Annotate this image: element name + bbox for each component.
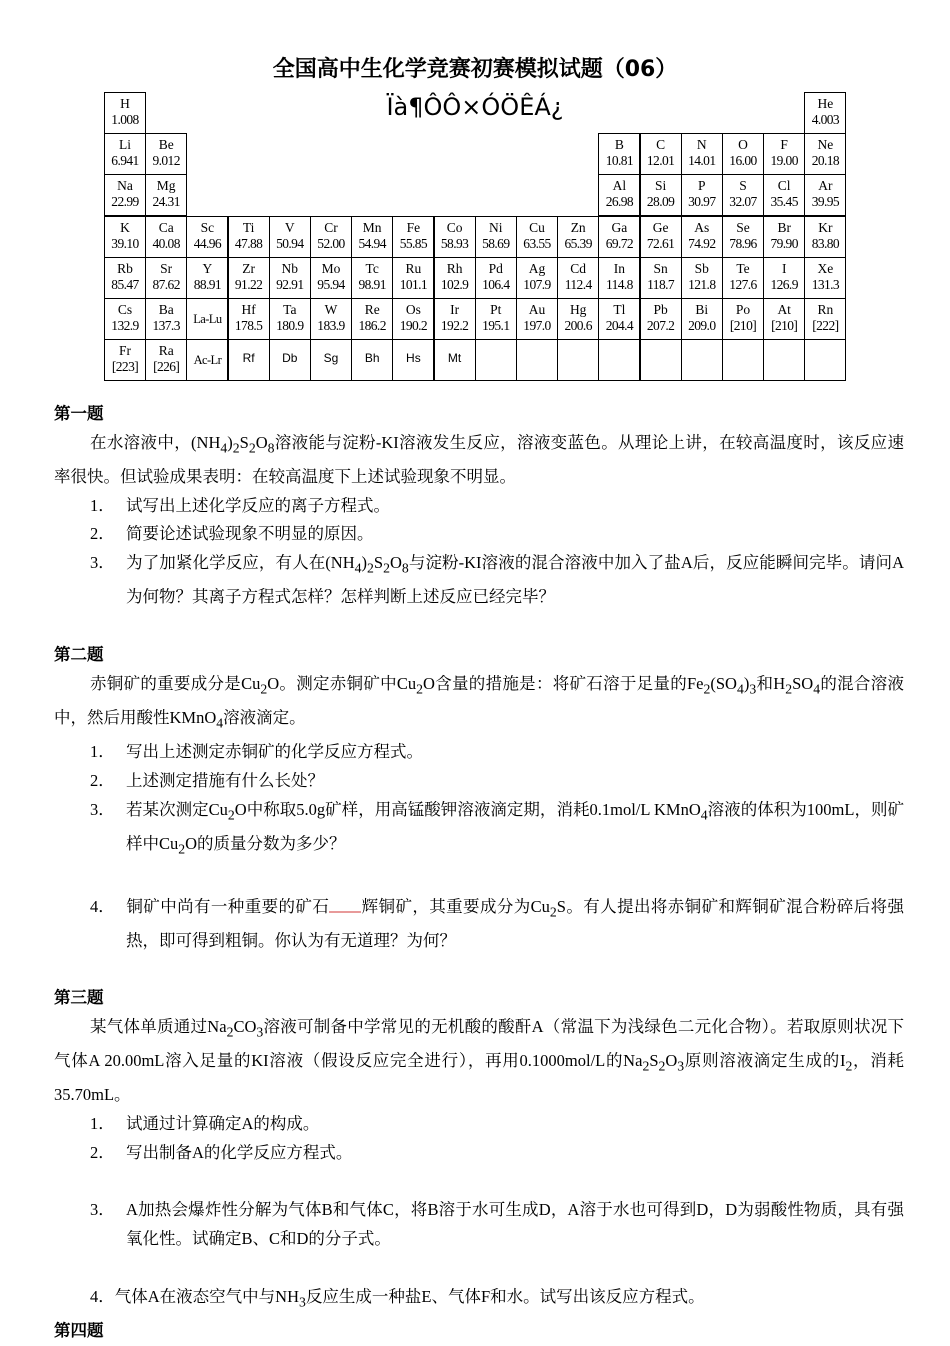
element-cell-rn	[804, 298, 846, 340]
element-cell-cd	[557, 257, 599, 299]
element-cell-pb	[640, 298, 682, 340]
element-cell-rh	[434, 257, 476, 299]
element-mass: 74.92	[688, 235, 716, 251]
question-1-item: 3． 为了加紧化学反应，有人在$(NH_4)_2S_2O_8$与淀粉-KI溶液的混合溶液中加入了盐A后，反应能瞬间完毕。请问A为何物？其离子方程式怎样？怎样判断上述反应已经完毕？	[90, 553, 904, 607]
element-cell-co	[434, 216, 476, 258]
element-mass: 54.94	[358, 235, 386, 251]
element-mass: 58.93	[440, 235, 469, 251]
element-mass: 178.5	[234, 318, 263, 333]
element-cell-sb	[681, 257, 723, 299]
element-symbol: Sr	[160, 260, 173, 276]
element-symbol	[558, 340, 598, 348]
element-symbol: Ag	[528, 260, 546, 276]
element-symbol: Rh	[446, 260, 463, 276]
element-mass: 63.55	[523, 235, 551, 251]
element-mass: [226]	[153, 359, 180, 375]
element-symbol: Pt	[490, 302, 502, 317]
element-mass: 197.0	[523, 318, 551, 333]
element-cell-n	[681, 133, 723, 175]
element-mass: 65.39	[564, 235, 592, 251]
empty-element-cell	[804, 339, 846, 381]
element-mass: 30.97	[688, 194, 716, 210]
element-cell-ac-lr	[186, 339, 228, 381]
element-symbol	[764, 340, 804, 348]
element-mass: 6.941	[111, 153, 139, 169]
element-mass: 50.94	[276, 235, 304, 251]
question-2-item: 4． 铜矿中尚有一种重要的矿石 辉铜矿，其重要成分为$Cu_2S$。有人提出将赤铜矿和辉铜矿混合粉碎后将强热，即可得到粗铜。你认为有无道理？为何？	[90, 896, 905, 950]
element-symbol: Rb	[117, 260, 133, 276]
element-symbol: Fr	[118, 343, 131, 359]
element-mass: 58.69	[482, 235, 510, 251]
element-cell-kr	[804, 216, 846, 258]
element-mass: 1.008	[111, 112, 139, 127]
element-symbol: Ga	[611, 219, 628, 235]
element-cell-cu	[516, 216, 558, 258]
element-mass: 12.01	[646, 153, 675, 169]
question-1-item: 2． 简要论述试验现象不明显的原因。	[90, 524, 374, 544]
element-mass: 47.88	[234, 235, 263, 251]
element-symbol: Tc	[365, 260, 379, 276]
element-symbol: Tl	[613, 302, 626, 317]
element-cell-v	[269, 216, 311, 258]
element-mass: 126.9	[770, 276, 798, 292]
element-symbol: Au	[528, 302, 546, 317]
element-cell-h	[104, 92, 146, 134]
element-mass: 39.10	[111, 235, 139, 251]
empty-element-cell	[722, 339, 764, 381]
element-symbol: Ca	[158, 219, 174, 235]
page-title: 全国高中生化学竞赛初赛模拟试题（06）	[272, 57, 678, 82]
element-mass: 79.90	[770, 235, 798, 251]
element-symbol: Si	[654, 178, 667, 194]
element-mass: 35.45	[770, 194, 798, 210]
element-cell-he	[804, 92, 846, 134]
element-cell-as	[681, 216, 723, 258]
element-mass: 102.9	[440, 276, 469, 292]
element-symbol: Ac-Lr	[193, 353, 222, 368]
element-mass: 39.95	[811, 194, 840, 210]
element-symbol: Bi	[695, 302, 709, 317]
element-symbol: Cr	[324, 219, 338, 235]
element-cell-mn	[351, 216, 393, 258]
element-symbol: Na	[117, 178, 133, 194]
element-cell-o	[722, 133, 764, 175]
element-symbol: Ra	[158, 343, 174, 359]
element-cell-ne	[804, 133, 846, 175]
element-symbol: P	[698, 178, 706, 194]
element-mass: 78.96	[729, 235, 757, 251]
element-cell-au	[516, 298, 558, 340]
element-mass: 207.2	[646, 318, 675, 333]
element-cell-b	[598, 133, 640, 175]
element-symbol: Pd	[488, 260, 503, 276]
element-symbol: Te	[736, 260, 750, 276]
element-mass: 4.003	[811, 112, 840, 127]
element-cell-ra	[145, 339, 187, 381]
element-symbol: Bh	[364, 351, 380, 366]
element-symbol: I	[781, 260, 787, 276]
element-mass: 28.09	[646, 194, 675, 210]
element-symbol: Sn	[653, 260, 668, 276]
element-cell-y	[186, 257, 228, 299]
element-symbol: Ba	[158, 302, 174, 317]
question-2-heading: 第二题	[54, 644, 104, 664]
element-symbol: Zr	[242, 260, 255, 276]
element-cell-f	[763, 133, 805, 175]
element-symbol: Os	[405, 302, 421, 317]
element-symbol: Sb	[694, 260, 709, 276]
element-mass: 127.6	[729, 276, 757, 292]
element-cell-ti	[228, 216, 270, 258]
element-symbol: Be	[158, 137, 174, 153]
element-symbol: Pb	[653, 302, 668, 317]
element-cell-sg	[310, 339, 352, 381]
element-symbol	[805, 340, 845, 348]
element-mass: 14.01	[688, 153, 716, 169]
element-mass: 52.00	[317, 235, 345, 251]
element-symbol: Mo	[321, 260, 341, 276]
empty-element-cell	[516, 339, 558, 381]
element-symbol: At	[777, 302, 791, 317]
element-mass: 83.80	[811, 235, 840, 251]
element-cell-s	[722, 174, 764, 216]
element-symbol: He	[817, 96, 834, 111]
element-mass: 200.6	[564, 318, 592, 333]
element-symbol	[682, 340, 722, 348]
element-cell-ge	[640, 216, 682, 258]
element-cell-pd	[475, 257, 517, 299]
element-cell-tc	[351, 257, 393, 299]
element-symbol: S	[739, 178, 747, 194]
element-cell-fe	[392, 216, 434, 258]
element-symbol: Ni	[489, 219, 503, 235]
element-symbol: Mn	[362, 219, 382, 235]
element-mass: 121.8	[688, 276, 716, 292]
element-mass: 10.81	[605, 153, 634, 169]
element-cell-si	[640, 174, 682, 216]
element-cell-ni	[475, 216, 517, 258]
element-mass: 40.08	[152, 235, 180, 251]
element-mass: 118.7	[647, 276, 675, 292]
element-symbol	[723, 340, 763, 348]
element-symbol: N	[696, 137, 707, 153]
element-symbol: Hf	[241, 302, 256, 317]
element-mass: 183.9	[317, 318, 345, 333]
element-symbol	[641, 340, 681, 348]
element-mass: 204.4	[605, 318, 634, 333]
element-cell-ta	[269, 298, 311, 340]
element-mass: 195.1	[482, 318, 510, 333]
question-2-item: 3． 若某次测定$Cu_2O$中称取5.0g矿样，用高锰酸钾溶液滴定期，消耗0.1mol/L KMnO$_4$溶液的体积为100mL，则矿样中$Cu_2O$的质量分数为多少？	[90, 799, 904, 856]
element-cell-c	[640, 133, 682, 175]
element-symbol: B	[614, 137, 624, 153]
element-symbol	[476, 340, 516, 348]
element-cell-li	[104, 133, 146, 175]
element-symbol: Y	[202, 260, 213, 276]
element-mass: 19.00	[770, 153, 798, 169]
element-mass: 190.2	[399, 318, 428, 333]
element-symbol: Po	[735, 302, 751, 317]
element-cell-fr	[104, 339, 146, 381]
element-mass: 114.8	[605, 276, 633, 292]
element-mass: 88.91	[193, 276, 222, 292]
empty-element-cell	[598, 339, 640, 381]
element-mass: 137.3	[152, 318, 180, 333]
element-cell-ga	[598, 216, 640, 258]
element-mass: 22.99	[111, 194, 139, 210]
element-symbol: Br	[777, 219, 791, 235]
element-mass: 55.85	[399, 235, 428, 251]
element-mass: 26.98	[605, 194, 634, 210]
element-cell-at	[763, 298, 805, 340]
element-cell-sc	[186, 216, 228, 258]
element-mass: [210]	[729, 318, 757, 333]
question-1-item: 1． 试写出上述化学反应的离子方程式。	[90, 495, 390, 515]
question-3-heading: 第三题	[54, 988, 104, 1008]
element-mass: 20.18	[811, 153, 840, 169]
element-symbol	[599, 340, 639, 348]
element-symbol: Co	[446, 219, 463, 235]
element-symbol: Ne	[817, 137, 834, 153]
element-cell-zn	[557, 216, 599, 258]
element-cell-hg	[557, 298, 599, 340]
element-mass: 44.96	[193, 235, 222, 251]
element-symbol: Cu	[529, 219, 545, 235]
element-cell-br	[763, 216, 805, 258]
element-mass: 69.72	[605, 235, 634, 251]
element-symbol: W	[324, 302, 338, 317]
element-symbol: Ge	[652, 219, 669, 235]
element-cell-sn	[640, 257, 682, 299]
empty-element-cell	[681, 339, 723, 381]
element-symbol: Mt	[447, 351, 462, 366]
element-symbol: Hg	[569, 302, 587, 317]
element-cell-ir	[434, 298, 476, 340]
element-mass: 106.4	[482, 276, 510, 292]
element-cell-ag	[516, 257, 558, 299]
element-symbol: Re	[364, 302, 380, 317]
element-mass: [222]	[812, 318, 839, 333]
element-mass: 192.2	[440, 318, 469, 333]
element-cell-hf	[228, 298, 270, 340]
element-cell-nb	[269, 257, 311, 299]
element-mass: 131.3	[811, 276, 840, 292]
question-2-item: 1． 写出上述测定赤铜矿的化学反应方程式。	[90, 741, 423, 761]
question-3-item: 4．气体A在液态空气中与$NH_3$反应生成一种盐E、气体F和水。试写出该反应方程式。	[90, 1286, 705, 1310]
element-cell-ru	[392, 257, 434, 299]
empty-element-cell	[557, 339, 599, 381]
element-cell-al	[598, 174, 640, 216]
element-mass: 85.47	[111, 276, 139, 292]
element-symbol: Mg	[156, 178, 176, 194]
element-cell-re	[351, 298, 393, 340]
element-mass: 95.94	[317, 276, 345, 292]
element-mass: [223]	[111, 359, 139, 375]
element-symbol: Cs	[117, 302, 133, 317]
element-symbol: Nb	[281, 260, 299, 276]
element-mass: [210]	[771, 318, 798, 333]
element-symbol: Db	[282, 351, 298, 366]
element-symbol: La-Lu	[193, 312, 222, 326]
element-cell-hs	[392, 339, 434, 381]
element-mass: 9.012	[152, 153, 180, 169]
element-mass: 92.91	[276, 276, 304, 292]
element-cell-p	[681, 174, 723, 216]
element-symbol: In	[613, 260, 626, 276]
element-symbol: Rf	[242, 351, 255, 366]
element-mass: 180.9	[276, 318, 304, 333]
element-cell-k	[104, 216, 146, 258]
element-symbol: Ti	[242, 219, 255, 235]
element-symbol: Cl	[777, 178, 791, 194]
element-symbol: Sc	[200, 219, 215, 235]
question-3-intro: 某气体单质通过$Na_2CO_3$溶液可制备中学常见的无机酸的酸酐A（常温下为浅绿色二元化合物）。若取原则状况下气体A 20.00mL溶入足量的KI溶液（假设反应完全进行），再用0.1000mol/L的$Na_2S_2O_3$原则溶液滴定生成的$I_2$，消耗35.70mL。	[54, 1017, 905, 1105]
element-symbol: O	[738, 137, 748, 153]
element-cell-mo	[310, 257, 352, 299]
periodic-table-caption: Ïà¶ÔÔ×ÓÖÊÁ¿	[386, 93, 564, 121]
element-cell-ar	[804, 174, 846, 216]
element-symbol: Cd	[570, 260, 587, 276]
element-mass: 132.9	[111, 318, 139, 333]
exam-body	[54, 400, 904, 1346]
element-cell-os	[392, 298, 434, 340]
element-symbol: Al	[612, 178, 627, 194]
element-symbol: Ir	[450, 302, 460, 317]
element-symbol: Fe	[406, 219, 421, 235]
question-3-item: 3． A加热会爆炸性分解为气体B和气体C，将B溶于水可生成D，A溶于水也可得到D，D为弱酸性物质，具有强氧化性。试确定B、C和D的分子式。	[90, 1200, 904, 1249]
element-symbol: Ta	[283, 302, 297, 317]
element-symbol: F	[780, 137, 788, 153]
element-cell-se	[722, 216, 764, 258]
element-cell-bi	[681, 298, 723, 340]
element-symbol: C	[656, 137, 666, 153]
element-cell-po	[722, 298, 764, 340]
element-cell-db	[269, 339, 311, 381]
element-cell-ca	[145, 216, 187, 258]
element-symbol: H	[120, 96, 130, 111]
question-2-item: 2． 上述测定措施有什么长处？	[90, 770, 324, 790]
question-1-heading: 第一题	[54, 404, 104, 423]
element-cell-pt	[475, 298, 517, 340]
element-symbol: Sg	[323, 351, 339, 366]
element-cell-sr	[145, 257, 187, 299]
question-4-heading: 第四题	[54, 1320, 104, 1340]
empty-element-cell	[475, 339, 517, 381]
element-symbol: Zn	[570, 219, 586, 235]
element-cell-na	[104, 174, 146, 216]
element-symbol: Rn	[817, 302, 834, 317]
element-cell-cs	[104, 298, 146, 340]
element-cell-zr	[228, 257, 270, 299]
element-cell-te	[722, 257, 764, 299]
element-symbol: Hs	[406, 351, 421, 366]
element-cell-ba	[145, 298, 187, 340]
element-symbol: Kr	[818, 219, 833, 235]
element-cell-rb	[104, 257, 146, 299]
element-mass: 91.22	[234, 276, 263, 292]
element-mass: 32.07	[729, 194, 757, 210]
element-cell-xe	[804, 257, 846, 299]
element-cell-rf	[228, 339, 270, 381]
element-cell-i	[763, 257, 805, 299]
element-symbol: Li	[119, 137, 131, 153]
element-mass: 112.4	[564, 276, 592, 292]
element-mass: 72.61	[646, 235, 675, 251]
element-cell-mt	[434, 339, 476, 381]
element-symbol: Ar	[818, 178, 833, 194]
element-symbol: Ru	[405, 260, 422, 276]
element-mass: 24.31	[152, 194, 180, 210]
element-cell-in	[598, 257, 640, 299]
periodic-table	[104, 92, 847, 380]
element-symbol: Se	[736, 219, 750, 235]
element-cell-tl	[598, 298, 640, 340]
element-cell-bh	[351, 339, 393, 381]
element-symbol	[517, 340, 557, 348]
element-mass: 101.1	[399, 276, 428, 292]
element-mass: 186.2	[358, 318, 386, 333]
element-mass: 107.9	[523, 276, 551, 292]
question-3-item: 2． 写出制备A的化学反应方程式。	[90, 1142, 353, 1162]
question-1-intro: 在水溶液中，$(NH_4)_2S_2O_8$溶液能与淀粉-KI溶液发生反应，溶液变蓝色。从理论上讲，在较高温度时，该反应速率很快。但试验成果表明：在较高温度下上述试验现象不明显。	[54, 432, 905, 486]
element-symbol: V	[284, 219, 295, 235]
question-3-item: 1． 试通过计算确定A的构成。	[90, 1114, 320, 1133]
empty-element-cell	[640, 339, 682, 381]
element-cell-be	[145, 133, 187, 175]
element-symbol: K	[120, 219, 130, 235]
element-mass: 98.91	[358, 276, 386, 292]
element-cell-cl	[763, 174, 805, 216]
element-cell-mg	[145, 174, 187, 216]
element-mass: 87.62	[152, 276, 180, 292]
element-symbol: As	[694, 219, 710, 235]
element-mass: 16.00	[729, 153, 757, 169]
element-symbol: Xe	[817, 260, 834, 276]
element-cell-la-lu	[186, 298, 228, 340]
question-2-intro: 赤铜矿的重要成分是$Cu_2O$。测定赤铜矿中$Cu_2O$含量的措施是：将矿石溶于足量的$Fe_2(SO_4)_3$和$H_2SO_4$的混合溶液中，然后用酸性KMnO$_4$溶液滴定。	[54, 673, 905, 731]
empty-element-cell	[763, 339, 805, 381]
element-cell-w	[310, 298, 352, 340]
element-mass: 209.0	[688, 318, 716, 333]
element-cell-cr	[310, 216, 352, 258]
